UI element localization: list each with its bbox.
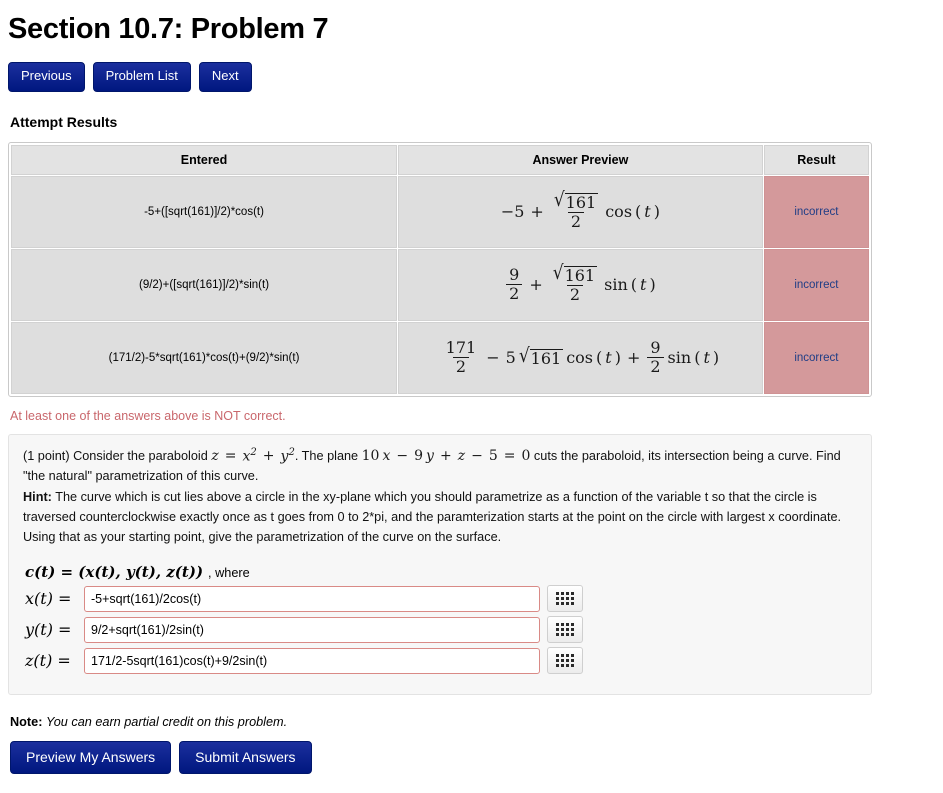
math-argument: t: [703, 347, 710, 367]
math-numerator: 171: [445, 337, 477, 357]
y-of-t-input[interactable]: [84, 617, 540, 643]
math-paren-open: (: [596, 347, 603, 367]
keypad-icon: [556, 623, 574, 636]
note-text: You can earn partial credit on this problem.: [45, 715, 288, 730]
math-radicand: 161: [564, 265, 596, 285]
incorrect-answer-warning: At least one of the answers above is NOT correct.: [10, 408, 286, 423]
math-paren-open: (: [630, 274, 637, 294]
math-sqrt: [518, 344, 563, 368]
next-button[interactable]: Next: [199, 62, 252, 92]
math-radicand: 161: [565, 192, 597, 212]
submit-answers-button[interactable]: Submit Answers: [179, 741, 311, 774]
math-trig-function: cos: [605, 201, 633, 221]
attempt-results-table: [10, 144, 870, 395]
hint-text: The curve which is cut lies above a circle in the xy-plane which you should parametrize as a function of the variable t so that the circle is traversed counterclockwise exactly once as t goes from 0 to 2*pi, and the paramterization starts at the point on the circle with largest x coordinate. Using that as your starting point, give the parametrization of the curve on the surface.: [23, 490, 842, 544]
math-denominator: 2: [506, 284, 522, 303]
math-trig-function: sin: [604, 274, 628, 294]
vector-definition-math: c(t) = (x(t), y(t), z(t)): [25, 563, 204, 582]
math-expression-row2: [505, 261, 656, 305]
math-sqrt: [550, 261, 600, 286]
column-header-entered: Entered: [11, 145, 397, 175]
preview-my-answers-button[interactable]: Preview My Answers: [10, 741, 171, 774]
math-denominator: 2: [567, 285, 583, 304]
vector-definition-suffix: , where: [208, 566, 250, 581]
math-numerator: 9: [650, 337, 661, 357]
problem-equation-1: z = $x^2$ + $y^2$: [211, 447, 295, 465]
page-title: Section 10.7: Problem 7: [8, 13, 329, 45]
problem-equation-2: 10 x − 9 y + z − 5 = 0: [361, 447, 531, 464]
keypad-icon-button-y[interactable]: [547, 616, 583, 643]
math-paren-close: ): [653, 201, 660, 221]
math-denominator: 2: [568, 212, 584, 231]
attempt-results-table-wrapper: [8, 142, 872, 397]
math-fraction-lead: [443, 337, 480, 377]
navigation-buttons: [8, 62, 943, 92]
answer-row-x: [25, 585, 857, 612]
math-fraction-second: [647, 337, 663, 377]
attempt-results-heading: Attempt Results: [10, 113, 118, 130]
problem-statement: [23, 447, 857, 486]
math-expression-row1: [500, 188, 660, 232]
vector-definition-line: [25, 563, 857, 581]
problem-hint: [23, 488, 857, 547]
math-denominator: 2: [453, 357, 469, 376]
math-trig-function: cos: [566, 347, 594, 367]
math-numerator: 9: [509, 264, 520, 284]
math-coefficient: 5: [505, 347, 516, 367]
radical-icon: √: [552, 261, 564, 285]
problem-statement-pre: Consider the paraboloid: [73, 448, 212, 463]
radical-icon: √: [553, 188, 565, 212]
math-argument: t: [640, 274, 647, 294]
math-denominator: 2: [647, 357, 663, 376]
entered-answer-cell: (9/2)+([sqrt(161)]/2)*sin(t): [11, 249, 397, 321]
math-fraction-lead: [506, 264, 522, 304]
keypad-icon: [556, 592, 574, 605]
radical-icon: √: [518, 344, 530, 368]
math-expression-row3: [442, 337, 720, 377]
partial-credit-note: [10, 715, 943, 729]
math-paren-close: ): [712, 347, 720, 367]
answer-preview-cell: [398, 249, 763, 321]
math-argument: t: [605, 347, 612, 367]
problem-list-button[interactable]: Problem List: [93, 62, 191, 92]
math-operator-minus: −: [486, 347, 500, 367]
answer-label-x: x(t) =: [25, 589, 72, 609]
answer-row-y: [25, 616, 857, 643]
answer-label-y: y(t) =: [25, 620, 72, 640]
column-header-answer-preview: Answer Preview: [398, 145, 763, 175]
table-row: [11, 176, 869, 248]
x-of-t-input[interactable]: [84, 586, 540, 612]
problem-points: (1 point): [23, 448, 70, 463]
problem-panel: [8, 434, 872, 695]
entered-answer-cell: -5+([sqrt(161)]/2)*cos(t): [11, 176, 397, 248]
math-paren-open: (: [694, 347, 701, 367]
hint-label: Hint:: [23, 490, 52, 505]
note-label: Note:: [10, 715, 43, 730]
result-status-cell: incorrect: [764, 249, 869, 321]
math-paren-close: ): [614, 347, 621, 367]
keypad-icon-button-z[interactable]: [547, 647, 583, 674]
math-operator: +: [529, 274, 543, 294]
math-lead: −5: [500, 201, 525, 221]
keypad-icon: [556, 654, 574, 667]
entered-answer-cell: (171/2)-5*sqrt(161)*cos(t)+(9/2)*sin(t): [11, 322, 397, 394]
answer-row-z: [25, 647, 857, 674]
math-paren-close: ): [649, 274, 656, 294]
math-fraction: [551, 188, 601, 232]
math-operator: +: [530, 201, 544, 221]
previous-button[interactable]: Previous: [8, 62, 85, 92]
answer-preview-cell: [398, 322, 763, 394]
problem-statement-post: cuts the paraboloid, its intersection being a curve. Find "the natural" parametrization of this curve.: [23, 448, 841, 483]
submit-button-row: [10, 741, 943, 774]
math-radicand: 161: [530, 348, 562, 368]
math-operator-plus: +: [626, 347, 641, 367]
result-status-cell: incorrect: [764, 176, 869, 248]
z-of-t-input[interactable]: [84, 648, 540, 674]
answer-preview-cell: [398, 176, 763, 248]
answer-label-z: z(t) =: [25, 651, 71, 671]
math-argument: t: [644, 201, 651, 221]
keypad-icon-button-x[interactable]: [547, 585, 583, 612]
math-paren-open: (: [635, 201, 642, 221]
result-status-cell: incorrect: [764, 322, 869, 394]
math-sqrt: [551, 188, 601, 213]
table-row: [11, 322, 869, 394]
problem-statement-mid: . The plane: [294, 448, 362, 463]
math-fraction: [550, 261, 600, 305]
table-row: [11, 249, 869, 321]
math-trig-function-2: sin: [667, 347, 692, 367]
column-header-result: Result: [764, 145, 869, 175]
table-header-row: [11, 145, 869, 175]
